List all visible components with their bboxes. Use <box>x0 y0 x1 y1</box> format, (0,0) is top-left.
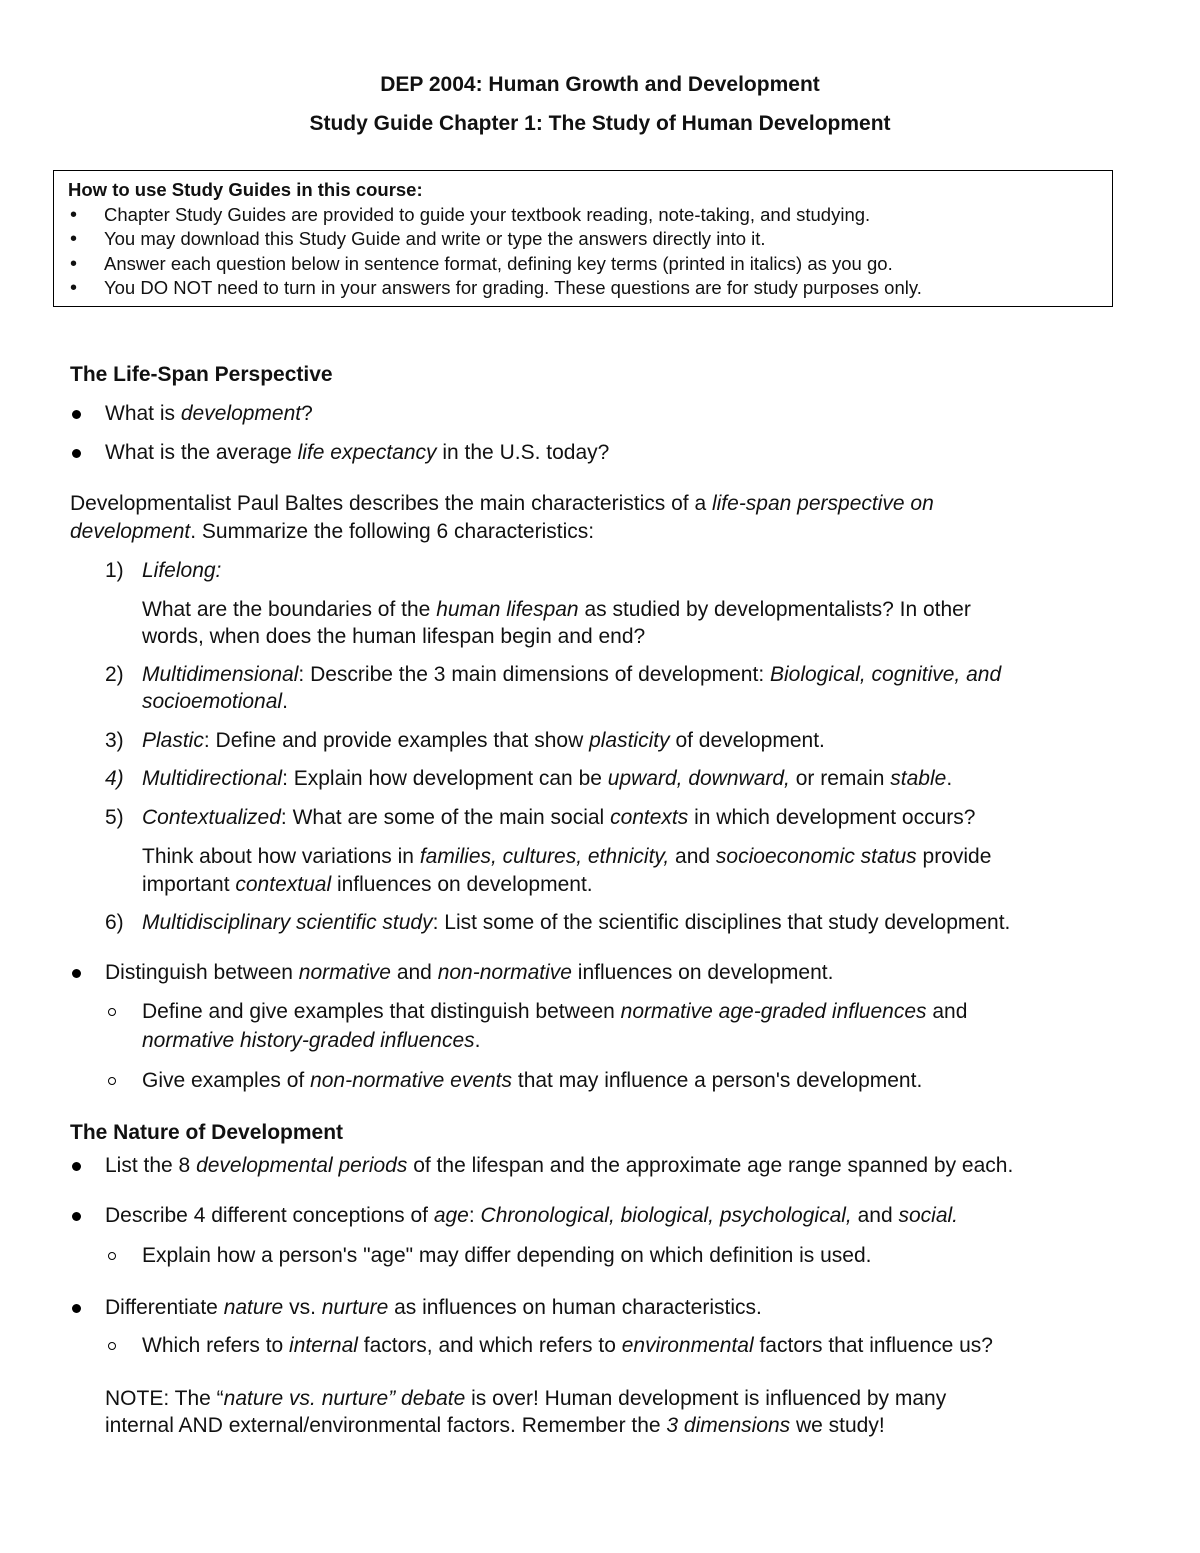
subquestion-normative-influences-cont: normative history-graded influences. <box>142 1029 481 1052</box>
bullet-icon <box>72 1162 81 1171</box>
characteristic-multidisciplinary: Multidisciplinary scientific study: List some of the scientific disciplines that study development. <box>142 911 1011 934</box>
question-conceptions-of-age: Describe 4 different conceptions of age: Chronological, biological, psychological, and social. <box>105 1204 958 1227</box>
characteristic-plastic: Plastic: Define and provide examples that show plasticity of development. <box>142 729 825 752</box>
question-nature-nurture: Differentiate nature vs. nurture as influences on human characteristics. <box>105 1296 762 1319</box>
subquestion-non-normative-events: Give examples of non-normative events that may influence a person's development. <box>142 1069 923 1092</box>
howto-item: • Answer each question below in sentence format, defining key terms (printed in italics) as you go. <box>68 252 1112 277</box>
sub-bullet-icon <box>108 1252 116 1260</box>
item-number: 6) <box>105 911 124 934</box>
howto-box <box>53 170 1113 307</box>
intro-paragraph-line: Developmentalist Paul Baltes describes the main characteristics of a life-span perspective on <box>70 492 934 515</box>
sub-bullet-icon <box>108 1342 116 1350</box>
characteristic-multidimensional: Multidimensional: Describe the 3 main dimensions of development: Biological, cognitive, and <box>142 663 1002 686</box>
intro-paragraph-line: development. Summarize the following 6 characteristics: <box>70 520 595 543</box>
subquestion-age-definition: Explain how a person's "age" may differ depending on which definition is used. <box>142 1244 872 1267</box>
question-normative: Distinguish between normative and non-normative influences on development. <box>105 961 834 984</box>
contextualized-note-line: important contextual influences on development. <box>142 873 593 896</box>
lifelong-question-line: What are the boundaries of the human lifespan as studied by developmentalists? In other <box>142 598 971 621</box>
note-line: internal AND external/environmental factors. Remember the 3 dimensions we study! <box>105 1414 885 1437</box>
item-number: 1) <box>105 559 124 582</box>
chapter-title: Study Guide Chapter 1: The Study of Human Development <box>309 112 891 135</box>
characteristic-multidirectional: Multidirectional: Explain how development can be upward, downward, or remain stable. <box>142 767 953 790</box>
subquestion-normative-influences: Define and give examples that distinguish between normative age-graded influences and <box>142 1000 968 1023</box>
howto-item: • You DO NOT need to turn in your answers for grading. These questions are for study purposes only. <box>68 276 1112 301</box>
sub-bullet-icon <box>108 1008 116 1016</box>
subquestion-internal-environmental: Which refers to internal factors, and which refers to environmental factors that influence us? <box>142 1334 993 1357</box>
bullet-icon <box>72 449 81 458</box>
sub-bullet-icon <box>108 1077 116 1085</box>
characteristic-contextualized: Contextualized: What are some of the main social contexts in which development occurs? <box>142 806 976 829</box>
bullet-icon <box>72 969 81 978</box>
course-title: DEP 2004: Human Growth and Development <box>380 73 820 96</box>
question-developmental-periods: List the 8 developmental periods of the lifespan and the approximate age range spanned by each. <box>105 1154 1014 1177</box>
bullet-icon <box>72 1304 81 1313</box>
bullet-icon <box>72 410 81 419</box>
contextualized-note-line: Think about how variations in families, cultures, ethnicity, and socioeconomic status provide <box>142 845 992 868</box>
lifelong-question-line: words, when does the human lifespan begin and end? <box>142 625 646 648</box>
characteristic-multidimensional-cont: socioemotional. <box>142 690 288 713</box>
note-line: NOTE: The “nature vs. nurture” debate is over! Human development is influenced by many <box>105 1387 947 1410</box>
question-development: What is development? <box>105 402 313 425</box>
howto-item: • Chapter Study Guides are provided to guide your textbook reading, note-taking, and studying. <box>68 203 1112 228</box>
howto-heading: How to use Study Guides in this course: <box>68 179 423 200</box>
howto-item: • You may download this Study Guide and write or type the answers directly into it. <box>68 227 1112 252</box>
item-number: 3) <box>105 729 124 752</box>
item-number: 4) <box>105 767 124 790</box>
question-life-expectancy: What is the average life expectancy in the U.S. today? <box>105 441 610 464</box>
item-number: 2) <box>105 663 124 686</box>
section-heading-nature: The Nature of Development <box>70 1121 344 1144</box>
bullet-icon <box>72 1212 81 1221</box>
item-number: 5) <box>105 806 124 829</box>
section-heading-lifespan: The Life-Span Perspective <box>70 363 333 386</box>
characteristic-lifelong: Lifelong: <box>142 559 222 582</box>
